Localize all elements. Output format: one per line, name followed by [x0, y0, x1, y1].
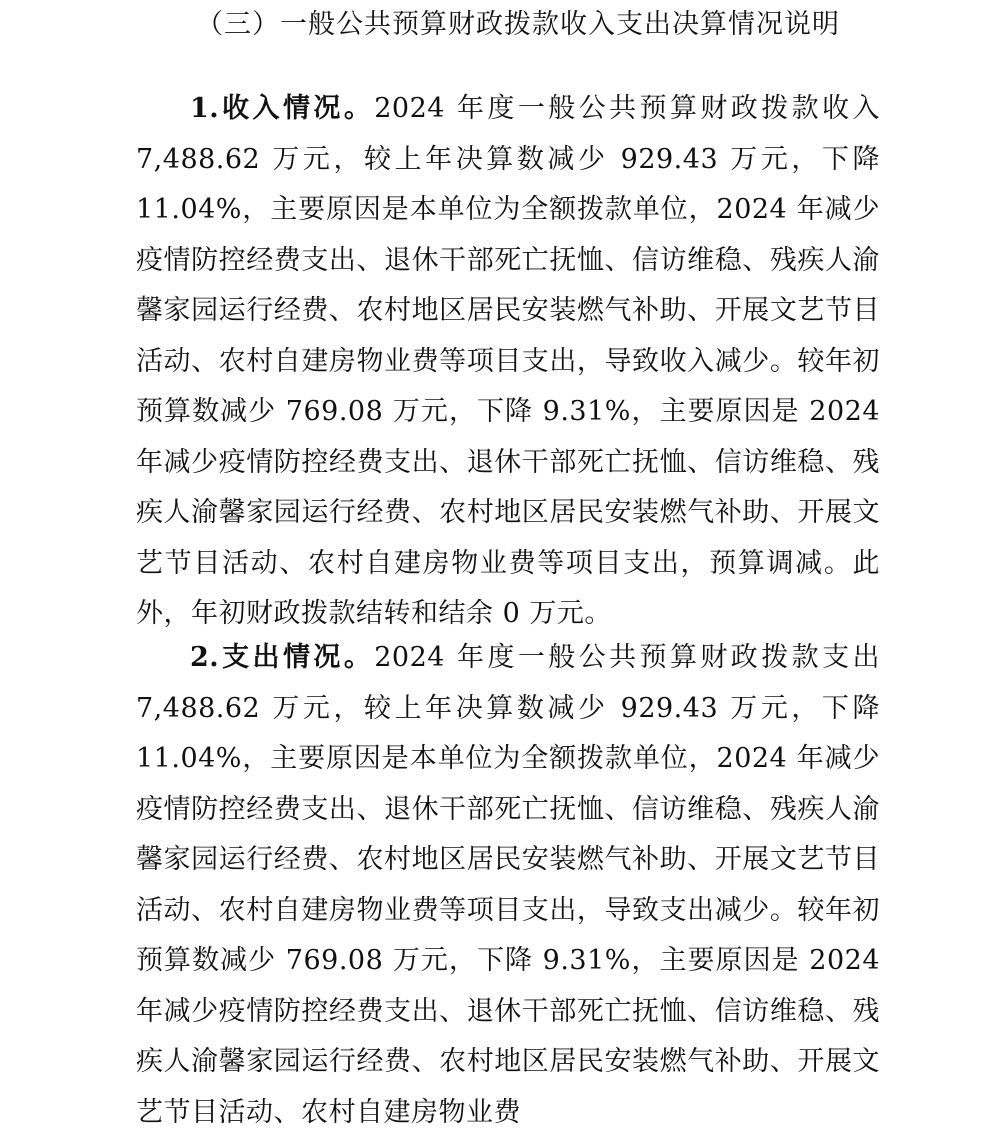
expense-body: 2024 年度一般公共预算财政拨款支出 7,488.62 万元，较上年决算数减少 929.43 万元，下降 11.04%，主要原因是本单位为全额拨款单位，2024 年减少疫情防控经费支出、退休干部死亡抚恤、信访维稳、残疾人渝馨家园运行经费、农村地区居民安装燃气补助、开展文艺节目活动、农村自建房物业费等项目支出，导致支出减少。较年初预算数减少 769.08 万元，下降 9.31%，主要原因是 2024 年减少疫情防控经费支出、退休干部死亡抚恤、信访维稳、残疾人渝馨家园运行经费、农村地区居民安装燃气补助、开展文艺节目活动、农村自建房物业费: [136, 642, 881, 1128]
income-paragraph: [136, 84, 880, 640]
income-lead: 1.收入情况。: [190, 93, 375, 124]
section-heading: （三）一般公共预算财政拨款收入支出决算情况说明: [196, 9, 840, 40]
income-body: 2024 年度一般公共预算财政拨款收入 7,488.62 万元，较上年决算数减少 929.43 万元，下降 11.04%，主要原因是本单位为全额拨款单位，2024 年减少疫情防控经费支出、退休干部死亡抚恤、信访维稳、残疾人渝馨家园运行经费、农村地区居民安装燃气补助、开展文艺节目活动、农村自建房物业费等项目支出，导致收入减少。较年初预算数减少 769.08 万元，下降 9.31%，主要原因是 2024 年减少疫情防控经费支出、退休干部死亡抚恤、信访维稳、残疾人渝馨家园运行经费、农村地区居民安装燃气补助、开展文艺节目活动、农村自建房物业费等项目支出，预算调减。此外，年初财政拨款结转和结余 0 万元。: [136, 93, 881, 629]
expense-paragraph: [136, 633, 880, 1138]
expense-lead: 2.支出情况。: [190, 642, 375, 673]
